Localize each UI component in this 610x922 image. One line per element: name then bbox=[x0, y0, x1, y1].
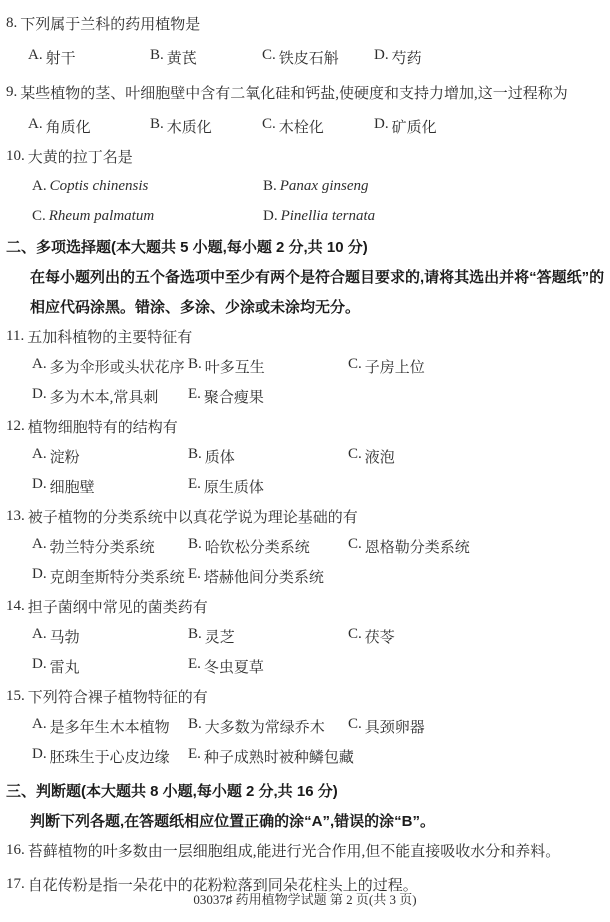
option-text: 角质化 bbox=[45, 119, 91, 136]
option-text: 质体 bbox=[204, 449, 235, 466]
question-14-text: 担子菌纲中常见的菌类药有 bbox=[27, 599, 208, 616]
question-13-stem bbox=[0, 501, 610, 531]
q8-option-a bbox=[28, 47, 150, 68]
question-14-options-row-2 bbox=[0, 651, 610, 681]
q11-option-b bbox=[188, 356, 348, 377]
question-12-text: 植物细胞特有的结构有 bbox=[27, 419, 178, 436]
q13-option-a bbox=[32, 536, 188, 557]
option-label: C. bbox=[348, 625, 362, 642]
option-text: 大多数为常绿乔木 bbox=[204, 719, 325, 736]
option-label: E. bbox=[188, 655, 201, 672]
question-13-options-row-1 bbox=[0, 531, 610, 561]
q10-option-c bbox=[32, 208, 263, 225]
option-label: A. bbox=[32, 355, 47, 372]
question-8-number: 8. bbox=[6, 14, 18, 31]
question-10-options-row-2 bbox=[0, 201, 610, 231]
option-text: 射干 bbox=[45, 50, 76, 67]
option-text: 铁皮石斛 bbox=[278, 50, 339, 67]
option-text: 叶多互生 bbox=[204, 359, 265, 376]
option-label: D. bbox=[32, 655, 47, 672]
option-text: 黄芪 bbox=[166, 50, 197, 67]
question-12-options-row-2 bbox=[0, 471, 610, 501]
option-label: A. bbox=[28, 115, 43, 132]
q9-option-b bbox=[150, 116, 262, 137]
option-text: 是多年生木本植物 bbox=[49, 719, 170, 736]
option-label: C. bbox=[348, 355, 362, 372]
instruction-text: 相应代码涂黑。错涂、多涂、少涂或未涂均无分。 bbox=[30, 298, 361, 316]
option-label: C. bbox=[262, 46, 276, 63]
option-label: C. bbox=[348, 715, 362, 732]
option-text-latin: Rheum palmatum bbox=[48, 207, 155, 224]
q15-option-c bbox=[348, 716, 425, 737]
q13-option-b bbox=[188, 536, 348, 557]
option-text: 矿质化 bbox=[391, 119, 437, 136]
option-label: D. bbox=[263, 207, 278, 224]
option-label: B. bbox=[150, 115, 164, 132]
option-text-latin: Pinellia ternata bbox=[280, 207, 376, 224]
question-13-text: 被子植物的分类系统中以真花学说为理论基础的有 bbox=[27, 509, 358, 526]
question-11-text: 五加科植物的主要特征有 bbox=[27, 329, 193, 346]
q12-option-a bbox=[32, 446, 188, 467]
option-label: E. bbox=[188, 475, 201, 492]
option-label: A. bbox=[28, 46, 43, 63]
question-11-options-row-1 bbox=[0, 351, 610, 381]
option-text: 原生质体 bbox=[203, 479, 264, 496]
option-label: B. bbox=[188, 715, 202, 732]
option-text: 具颈卵器 bbox=[364, 719, 425, 736]
question-15-stem bbox=[0, 681, 610, 711]
question-15-text: 下列符合裸子植物特征的有 bbox=[27, 689, 208, 706]
option-text: 克朗奎斯特分类系统 bbox=[49, 569, 185, 586]
q15-option-a bbox=[32, 716, 188, 737]
option-text: 恩格勒分类系统 bbox=[364, 539, 470, 556]
question-12-number: 12. bbox=[6, 417, 25, 434]
option-label: B. bbox=[188, 445, 202, 462]
question-13-options-row-2 bbox=[0, 561, 610, 591]
option-text: 液泡 bbox=[364, 449, 395, 466]
q15-option-b bbox=[188, 716, 348, 737]
q10-option-b bbox=[263, 178, 369, 195]
option-label: D. bbox=[374, 46, 389, 63]
question-9-number: 9. bbox=[6, 83, 18, 100]
page-footer-text: 03037♯ 药用植物学试题 第 2 页(共 3 页) bbox=[193, 892, 417, 907]
option-label: A. bbox=[32, 445, 47, 462]
question-9-options bbox=[0, 111, 610, 141]
option-text: 胚珠生于心皮边缘 bbox=[49, 749, 170, 766]
option-label: B. bbox=[263, 177, 277, 194]
option-text: 哈钦松分类系统 bbox=[204, 539, 310, 556]
question-11-stem bbox=[0, 321, 610, 351]
instruction-text: 判断下列各题,在答题纸相应位置正确的涂“A”,错误的涂“B”。 bbox=[30, 812, 436, 830]
option-label: A. bbox=[32, 177, 47, 194]
option-text: 马勃 bbox=[49, 629, 80, 646]
q14-option-b bbox=[188, 626, 348, 647]
q12-option-d bbox=[32, 476, 188, 497]
question-9-stem bbox=[0, 77, 610, 107]
option-text-latin: Coptis chinensis bbox=[49, 177, 149, 194]
option-text: 子房上位 bbox=[364, 359, 425, 376]
question-16-stem bbox=[0, 835, 610, 865]
question-17-text: 自花传粉是指一朵花中的花粉粒落到同朵花柱头上的过程。 bbox=[27, 877, 418, 894]
option-label: D. bbox=[32, 475, 47, 492]
section-2-title-text: 二、多项选择题(本大题共 5 小题,每小题 2 分,共 10 分) bbox=[6, 238, 368, 256]
option-label: C. bbox=[348, 535, 362, 552]
section-3-instruction bbox=[0, 805, 610, 835]
question-13-number: 13. bbox=[6, 507, 25, 524]
question-17-number: 17. bbox=[6, 875, 25, 892]
question-11-number: 11. bbox=[6, 327, 25, 344]
q10-option-d bbox=[263, 208, 375, 225]
question-9-text: 某些植物的茎、叶细胞壁中含有二氧化硅和钙盐,使硬度和支持力增加,这一过程称为 bbox=[20, 85, 568, 102]
question-8-options bbox=[0, 42, 610, 72]
question-10-number: 10. bbox=[6, 147, 25, 164]
section-2-instruction-line-2 bbox=[0, 291, 610, 321]
option-text: 木栓化 bbox=[278, 119, 324, 136]
option-label: A. bbox=[32, 715, 47, 732]
q14-option-c bbox=[348, 626, 395, 647]
option-text: 多为木本,常具刺 bbox=[49, 389, 159, 406]
option-text: 木质化 bbox=[166, 119, 212, 136]
question-14-number: 14. bbox=[6, 597, 25, 614]
option-text: 勃兰特分类系统 bbox=[49, 539, 155, 556]
q15-option-d bbox=[32, 746, 188, 767]
option-text: 多为伞形或头状花序 bbox=[49, 359, 185, 376]
question-12-stem bbox=[0, 411, 610, 441]
q9-option-c bbox=[262, 116, 374, 137]
option-text: 聚合瘦果 bbox=[203, 389, 264, 406]
option-label: B. bbox=[150, 46, 164, 63]
option-text: 灵芝 bbox=[204, 629, 235, 646]
question-10-stem bbox=[0, 141, 610, 171]
q8-option-b bbox=[150, 47, 262, 68]
q9-option-d bbox=[374, 116, 437, 137]
section-3-title-text: 三、判断题(本大题共 8 小题,每小题 2 分,共 16 分) bbox=[6, 782, 338, 800]
option-label: E. bbox=[188, 385, 201, 402]
option-label: D. bbox=[32, 745, 47, 762]
option-text: 茯苓 bbox=[364, 629, 395, 646]
section-3-title bbox=[0, 775, 610, 805]
instruction-text: 在每小题列出的五个备选项中至少有两个是符合题目要求的,请将其选出并将“答题纸”的 bbox=[30, 268, 605, 286]
q11-option-d bbox=[32, 386, 188, 407]
question-8-stem bbox=[0, 8, 610, 38]
q10-option-a bbox=[32, 178, 263, 195]
q13-option-e bbox=[188, 566, 324, 587]
question-10-options-row-1 bbox=[0, 171, 610, 201]
question-8-text: 下列属于兰科的药用植物是 bbox=[20, 16, 201, 33]
q11-option-e bbox=[188, 386, 264, 407]
q9-option-a bbox=[28, 116, 150, 137]
question-16-number: 16. bbox=[6, 841, 25, 858]
option-text: 细胞壁 bbox=[49, 479, 95, 496]
q12-option-b bbox=[188, 446, 348, 467]
option-label: E. bbox=[188, 745, 201, 762]
option-label: B. bbox=[188, 355, 202, 372]
q13-option-c bbox=[348, 536, 470, 557]
q11-option-a bbox=[32, 356, 188, 377]
option-text: 芍药 bbox=[391, 50, 422, 67]
q15-option-e bbox=[188, 746, 354, 767]
q8-option-d bbox=[374, 47, 422, 68]
option-text: 淀粉 bbox=[49, 449, 80, 466]
option-label: C. bbox=[262, 115, 276, 132]
option-label: C. bbox=[348, 445, 362, 462]
option-label: A. bbox=[32, 535, 47, 552]
q8-option-c bbox=[262, 47, 374, 68]
option-text: 雷丸 bbox=[49, 659, 80, 676]
option-label: D. bbox=[32, 385, 47, 402]
option-label: D. bbox=[32, 565, 47, 582]
q12-option-e bbox=[188, 476, 264, 497]
question-15-options-row-2 bbox=[0, 741, 610, 771]
q13-option-d bbox=[32, 566, 188, 587]
option-text: 塔赫他间分类系统 bbox=[203, 569, 324, 586]
option-label: B. bbox=[188, 625, 202, 642]
option-label: A. bbox=[32, 625, 47, 642]
option-label: C. bbox=[32, 207, 46, 224]
question-14-options-row-1 bbox=[0, 621, 610, 651]
q12-option-c bbox=[348, 446, 395, 467]
option-text-latin: Panax ginseng bbox=[279, 177, 369, 194]
option-label: B. bbox=[188, 535, 202, 552]
question-10-text: 大黄的拉丁名是 bbox=[27, 149, 133, 166]
section-2-instruction-line-1 bbox=[0, 261, 610, 291]
question-16-text: 苔藓植物的叶多数由一层细胞组成,能进行光合作用,但不能直接吸收水分和养料。 bbox=[27, 843, 561, 860]
question-15-number: 15. bbox=[6, 687, 25, 704]
option-label: E. bbox=[188, 565, 201, 582]
option-label: D. bbox=[374, 115, 389, 132]
page-footer bbox=[0, 889, 610, 908]
question-14-stem bbox=[0, 591, 610, 621]
q14-option-a bbox=[32, 626, 188, 647]
section-2-title bbox=[0, 231, 610, 261]
option-text: 冬虫夏草 bbox=[203, 659, 264, 676]
q14-option-e bbox=[188, 656, 264, 677]
question-12-options-row-1 bbox=[0, 441, 610, 471]
option-text: 种子成熟时被种鳞包藏 bbox=[203, 749, 354, 766]
question-15-options-row-1 bbox=[0, 711, 610, 741]
question-11-options-row-2 bbox=[0, 381, 610, 411]
q14-option-d bbox=[32, 656, 188, 677]
q11-option-c bbox=[348, 356, 425, 377]
